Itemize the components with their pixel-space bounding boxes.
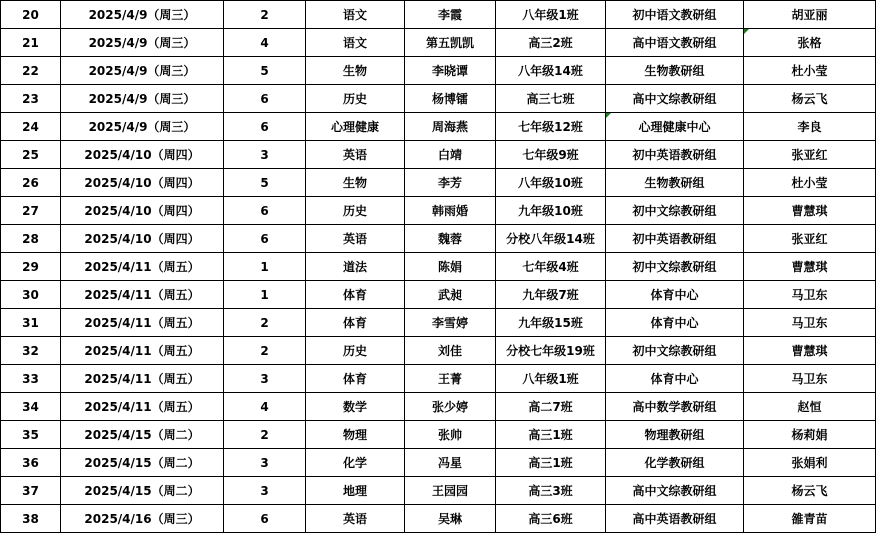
period-cell[interactable]: 6: [224, 85, 306, 113]
group-cell[interactable]: 体育中心: [606, 281, 744, 309]
period-cell[interactable]: 3: [224, 141, 306, 169]
teacher-cell[interactable]: 吴琳: [405, 505, 496, 533]
contact-cell[interactable]: 马卫东: [744, 281, 876, 309]
contact-cell[interactable]: 张亚红: [744, 141, 876, 169]
group-cell[interactable]: 高中语文教研组: [606, 29, 744, 57]
row-number-cell[interactable]: 30: [1, 281, 61, 309]
row-number-cell[interactable]: 24: [1, 113, 61, 141]
class-cell[interactable]: 高三6班: [496, 505, 606, 533]
period-cell[interactable]: 2: [224, 337, 306, 365]
class-cell[interactable]: 八年级1班: [496, 1, 606, 29]
class-cell[interactable]: 八年级1班: [496, 365, 606, 393]
contact-cell[interactable]: 雒青苗: [744, 505, 876, 533]
class-cell[interactable]: 八年级10班: [496, 169, 606, 197]
contact-cell[interactable]: 曹慧琪: [744, 253, 876, 281]
date-cell[interactable]: 2025/4/15（周二）: [61, 421, 224, 449]
row-number-cell[interactable]: 31: [1, 309, 61, 337]
group-cell[interactable]: 生物教研组: [606, 57, 744, 85]
date-cell[interactable]: 2025/4/9（周三）: [61, 85, 224, 113]
teacher-cell[interactable]: 张少婷: [405, 393, 496, 421]
contact-cell[interactable]: 赵恒: [744, 393, 876, 421]
contact-cell[interactable]: 马卫东: [744, 309, 876, 337]
teacher-cell[interactable]: 韩雨婚: [405, 197, 496, 225]
date-cell[interactable]: 2025/4/9（周三）: [61, 113, 224, 141]
contact-cell[interactable]: 曹慧琪: [744, 337, 876, 365]
subject-cell[interactable]: 历史: [306, 337, 405, 365]
group-cell[interactable]: 初中英语教研组: [606, 141, 744, 169]
teacher-cell[interactable]: 李霞: [405, 1, 496, 29]
group-cell[interactable]: 体育中心: [606, 309, 744, 337]
contact-cell[interactable]: 马卫东: [744, 365, 876, 393]
teacher-cell[interactable]: 李雪婷: [405, 309, 496, 337]
group-cell[interactable]: 高中文综教研组: [606, 477, 744, 505]
class-cell[interactable]: 八年级14班: [496, 57, 606, 85]
table-row: [1, 449, 876, 477]
period-cell[interactable]: 2: [224, 421, 306, 449]
row-number-cell[interactable]: 36: [1, 449, 61, 477]
row-number-cell[interactable]: 23: [1, 85, 61, 113]
period-cell[interactable]: 6: [224, 225, 306, 253]
subject-cell[interactable]: 化学: [306, 449, 405, 477]
date-cell[interactable]: 2025/4/11（周五）: [61, 309, 224, 337]
date-cell[interactable]: 2025/4/11（周五）: [61, 253, 224, 281]
contact-cell[interactable]: 杜小莹: [744, 169, 876, 197]
group-cell[interactable]: 体育中心: [606, 365, 744, 393]
group-cell[interactable]: 高中英语教研组: [606, 505, 744, 533]
table-row: [1, 57, 876, 85]
period-cell[interactable]: 3: [224, 449, 306, 477]
subject-cell[interactable]: 历史: [306, 197, 405, 225]
group-cell[interactable]: 化学教研组: [606, 449, 744, 477]
row-number-cell[interactable]: 35: [1, 421, 61, 449]
contact-cell[interactable]: 杜小莹: [744, 57, 876, 85]
group-cell[interactable]: 初中文综教研组: [606, 197, 744, 225]
row-number-cell[interactable]: 21: [1, 29, 61, 57]
table-row: [1, 225, 876, 253]
subject-cell[interactable]: 语文: [306, 29, 405, 57]
subject-cell[interactable]: 生物: [306, 57, 405, 85]
subject-cell[interactable]: 英语: [306, 505, 405, 533]
subject-cell[interactable]: 数学: [306, 393, 405, 421]
teacher-cell[interactable]: 李芳: [405, 169, 496, 197]
table-row: [1, 281, 876, 309]
teacher-cell[interactable]: 王园园: [405, 477, 496, 505]
class-cell[interactable]: 七年级12班: [496, 113, 606, 141]
group-cell[interactable]: 初中文综教研组: [606, 337, 744, 365]
table-row: [1, 169, 876, 197]
group-cell[interactable]: 高中文综教研组: [606, 85, 744, 113]
row-number-cell[interactable]: 28: [1, 225, 61, 253]
subject-cell[interactable]: 语文: [306, 1, 405, 29]
row-number-cell[interactable]: 22: [1, 57, 61, 85]
period-cell[interactable]: 6: [224, 505, 306, 533]
period-cell[interactable]: 3: [224, 365, 306, 393]
group-cell[interactable]: 初中语文教研组: [606, 1, 744, 29]
table-row: [1, 337, 876, 365]
table-row: [1, 505, 876, 533]
class-cell[interactable]: 七年级9班: [496, 141, 606, 169]
class-cell[interactable]: 九年级15班: [496, 309, 606, 337]
teacher-cell[interactable]: 冯星: [405, 449, 496, 477]
contact-cell[interactable]: 李良: [744, 113, 876, 141]
period-cell[interactable]: 1: [224, 281, 306, 309]
subject-cell[interactable]: 体育: [306, 281, 405, 309]
date-cell[interactable]: 2025/4/11（周五）: [61, 365, 224, 393]
date-cell[interactable]: 2025/4/15（周二）: [61, 449, 224, 477]
subject-cell[interactable]: 物理: [306, 421, 405, 449]
teacher-cell[interactable]: 白靖: [405, 141, 496, 169]
table-row: [1, 29, 876, 57]
class-cell[interactable]: 九年级10班: [496, 197, 606, 225]
class-cell[interactable]: 九年级7班: [496, 281, 606, 309]
table-row: [1, 421, 876, 449]
date-cell[interactable]: 2025/4/16（周三）: [61, 505, 224, 533]
table-row: [1, 365, 876, 393]
class-cell[interactable]: 高二7班: [496, 393, 606, 421]
period-cell[interactable]: 6: [224, 197, 306, 225]
contact-cell[interactable]: 杨莉娟: [744, 421, 876, 449]
teacher-cell[interactable]: 武昶: [405, 281, 496, 309]
group-cell[interactable]: 心理健康中心: [606, 113, 744, 141]
table-row: [1, 141, 876, 169]
subject-cell[interactable]: 生物: [306, 169, 405, 197]
table-row: [1, 477, 876, 505]
subject-cell[interactable]: 英语: [306, 225, 405, 253]
date-cell[interactable]: 2025/4/9（周三）: [61, 29, 224, 57]
period-cell[interactable]: 4: [224, 393, 306, 421]
group-cell[interactable]: 初中文综教研组: [606, 253, 744, 281]
subject-cell[interactable]: 道法: [306, 253, 405, 281]
period-cell[interactable]: 5: [224, 169, 306, 197]
class-cell[interactable]: 高三七班: [496, 85, 606, 113]
period-cell[interactable]: 2: [224, 309, 306, 337]
row-number-cell[interactable]: 38: [1, 505, 61, 533]
teacher-cell[interactable]: 陈娟: [405, 253, 496, 281]
teacher-cell[interactable]: 刘佳: [405, 337, 496, 365]
contact-cell[interactable]: 胡亚丽: [744, 1, 876, 29]
teacher-cell[interactable]: 周海燕: [405, 113, 496, 141]
date-cell[interactable]: 2025/4/10（周四）: [61, 197, 224, 225]
date-cell[interactable]: 2025/4/10（周四）: [61, 141, 224, 169]
subject-cell[interactable]: 心理健康: [306, 113, 405, 141]
subject-cell[interactable]: 历史: [306, 85, 405, 113]
group-cell[interactable]: 生物教研组: [606, 169, 744, 197]
teacher-cell[interactable]: 李晓谭: [405, 57, 496, 85]
class-cell[interactable]: 分校七年级19班: [496, 337, 606, 365]
group-cell[interactable]: 物理教研组: [606, 421, 744, 449]
date-cell[interactable]: 2025/4/9（周三）: [61, 1, 224, 29]
class-cell[interactable]: 高三2班: [496, 29, 606, 57]
date-cell[interactable]: 2025/4/9（周三）: [61, 57, 224, 85]
table-row: [1, 113, 876, 141]
group-cell[interactable]: 初中英语教研组: [606, 225, 744, 253]
row-number-cell[interactable]: 32: [1, 337, 61, 365]
contact-cell[interactable]: 杨云飞: [744, 85, 876, 113]
row-number-cell[interactable]: 20: [1, 1, 61, 29]
row-number-cell[interactable]: 25: [1, 141, 61, 169]
table-row: [1, 1, 876, 29]
table-row: [1, 197, 876, 225]
class-cell[interactable]: 分校八年级14班: [496, 225, 606, 253]
subject-cell[interactable]: 英语: [306, 141, 405, 169]
subject-cell[interactable]: 体育: [306, 365, 405, 393]
row-number-cell[interactable]: 37: [1, 477, 61, 505]
subject-cell[interactable]: 体育: [306, 309, 405, 337]
date-cell[interactable]: 2025/4/11（周五）: [61, 281, 224, 309]
period-cell[interactable]: 6: [224, 113, 306, 141]
contact-cell[interactable]: 张亚红: [744, 225, 876, 253]
contact-cell[interactable]: 曹慧琪: [744, 197, 876, 225]
row-number-cell[interactable]: 29: [1, 253, 61, 281]
teacher-cell[interactable]: 王菁: [405, 365, 496, 393]
date-cell[interactable]: 2025/4/11（周五）: [61, 337, 224, 365]
period-cell[interactable]: 4: [224, 29, 306, 57]
group-cell[interactable]: 高中数学教研组: [606, 393, 744, 421]
date-cell[interactable]: 2025/4/15（周二）: [61, 477, 224, 505]
class-cell[interactable]: 高三1班: [496, 421, 606, 449]
class-cell[interactable]: 七年级4班: [496, 253, 606, 281]
row-number-cell[interactable]: 34: [1, 393, 61, 421]
period-cell[interactable]: 3: [224, 477, 306, 505]
table-row: [1, 85, 876, 113]
contact-cell[interactable]: 杨云飞: [744, 477, 876, 505]
class-cell[interactable]: 高三3班: [496, 477, 606, 505]
teacher-cell[interactable]: 张帅: [405, 421, 496, 449]
teacher-cell[interactable]: 魏蓉: [405, 225, 496, 253]
date-cell[interactable]: 2025/4/10（周四）: [61, 169, 224, 197]
period-cell[interactable]: 5: [224, 57, 306, 85]
date-cell[interactable]: 2025/4/10（周四）: [61, 225, 224, 253]
table-row: [1, 393, 876, 421]
subject-cell[interactable]: 地理: [306, 477, 405, 505]
date-cell[interactable]: 2025/4/11（周五）: [61, 393, 224, 421]
row-number-cell[interactable]: 27: [1, 197, 61, 225]
row-number-cell[interactable]: 26: [1, 169, 61, 197]
period-cell[interactable]: 1: [224, 253, 306, 281]
table-row: [1, 253, 876, 281]
teacher-cell[interactable]: 杨博镭: [405, 85, 496, 113]
teacher-cell[interactable]: 第五凯凯: [405, 29, 496, 57]
class-cell[interactable]: 高三1班: [496, 449, 606, 477]
row-number-cell[interactable]: 33: [1, 365, 61, 393]
period-cell[interactable]: 2: [224, 1, 306, 29]
contact-cell[interactable]: 张格: [744, 29, 876, 57]
table-row: [1, 309, 876, 337]
contact-cell[interactable]: 张娟利: [744, 449, 876, 477]
